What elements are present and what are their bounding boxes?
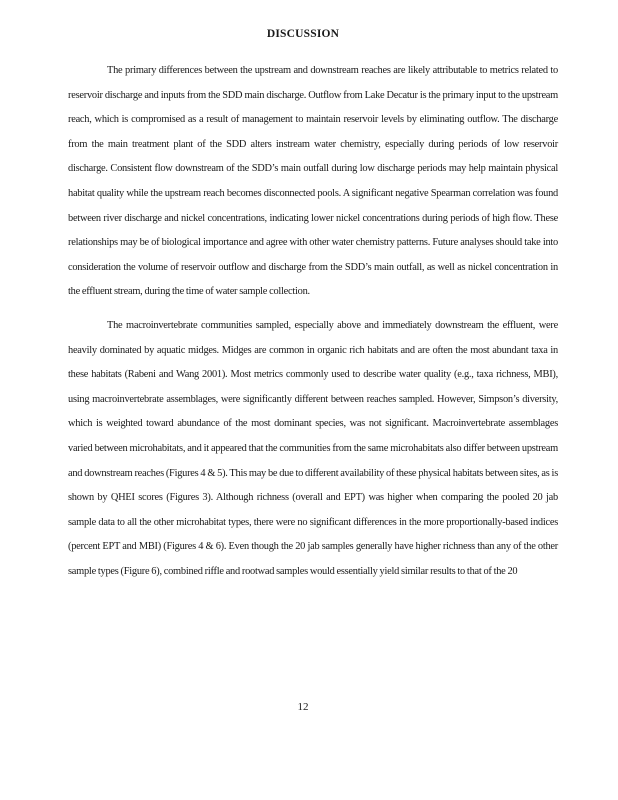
page-number: 12: [297, 701, 309, 713]
paragraph-2: The macroinvertebrate communities sampled, especially above and immediately downstream the effluent, were heavily dominated by aquatic midges. Midges are common in organic rich habitats and are often the most abundant taxa in these habitats (Rabeni and Wang 2001). Most metrics commonly used to describe water quality (e.g., taxa richness, MBI), using macroinvertebrate assemblages, were significantly different between reaches sampled. However, Simpson’s diversity, which is weighted toward abundance of the most dominant species, was not significant. Macroinvertebrate assemblages varied between microhabitats, and it appeared that the communities from the same microhabitats also differ between upstream and downstream reaches (Figures 4 & 5). This may be due to different availability of these physical habitats between sites, as is shown by QHEI scores (Figures 3). Although richness (overall and EPT) was higher when comparing the pooled 20 jab sample data to all the other microhabitat types, there were no significant differences in the more proportionally-based indices (percent EPT and MBI) (Figures 4 & 6). Even though the 20 jab samples generally have higher richness than any of the other sample types (Figure 6), combined riffle and rootwad samples would essentially yield similar results to that of the 20: [68, 319, 558, 577]
paragraph-1: The primary differences between the upstream and downstream reaches are likely attributable to metrics related to reservoir discharge and inputs from the SDD main discharge. Outflow from Lake Decatur is the primary input to the upstream reach, which is compromised as a result of management to maintain reservoir levels by eliminating outflow. The discharge from the main treatment plant of the SDD alters instream water chemistry, especially during periods of low reservoir discharge. Consistent flow downstream of the SDD’s main outfall during low discharge periods may help maintain physical habitat quality while the upstream reach becomes disconnected pools. A significant negative Spearman correlation was found between river discharge and nickel concentrations, indicating lower nickel concentrations during periods of high flow. These relationships may be of biological importance and agree with other water chemistry patterns. Future analyses should take into consideration the volume of reservoir outflow and discharge from the SDD’s main outfall, as well as nickel concentration in the effluent stream, during the time of water sample collection.: [68, 65, 558, 298]
section-heading: DISCUSSION: [266, 28, 340, 40]
body-text: [68, 59, 558, 584]
